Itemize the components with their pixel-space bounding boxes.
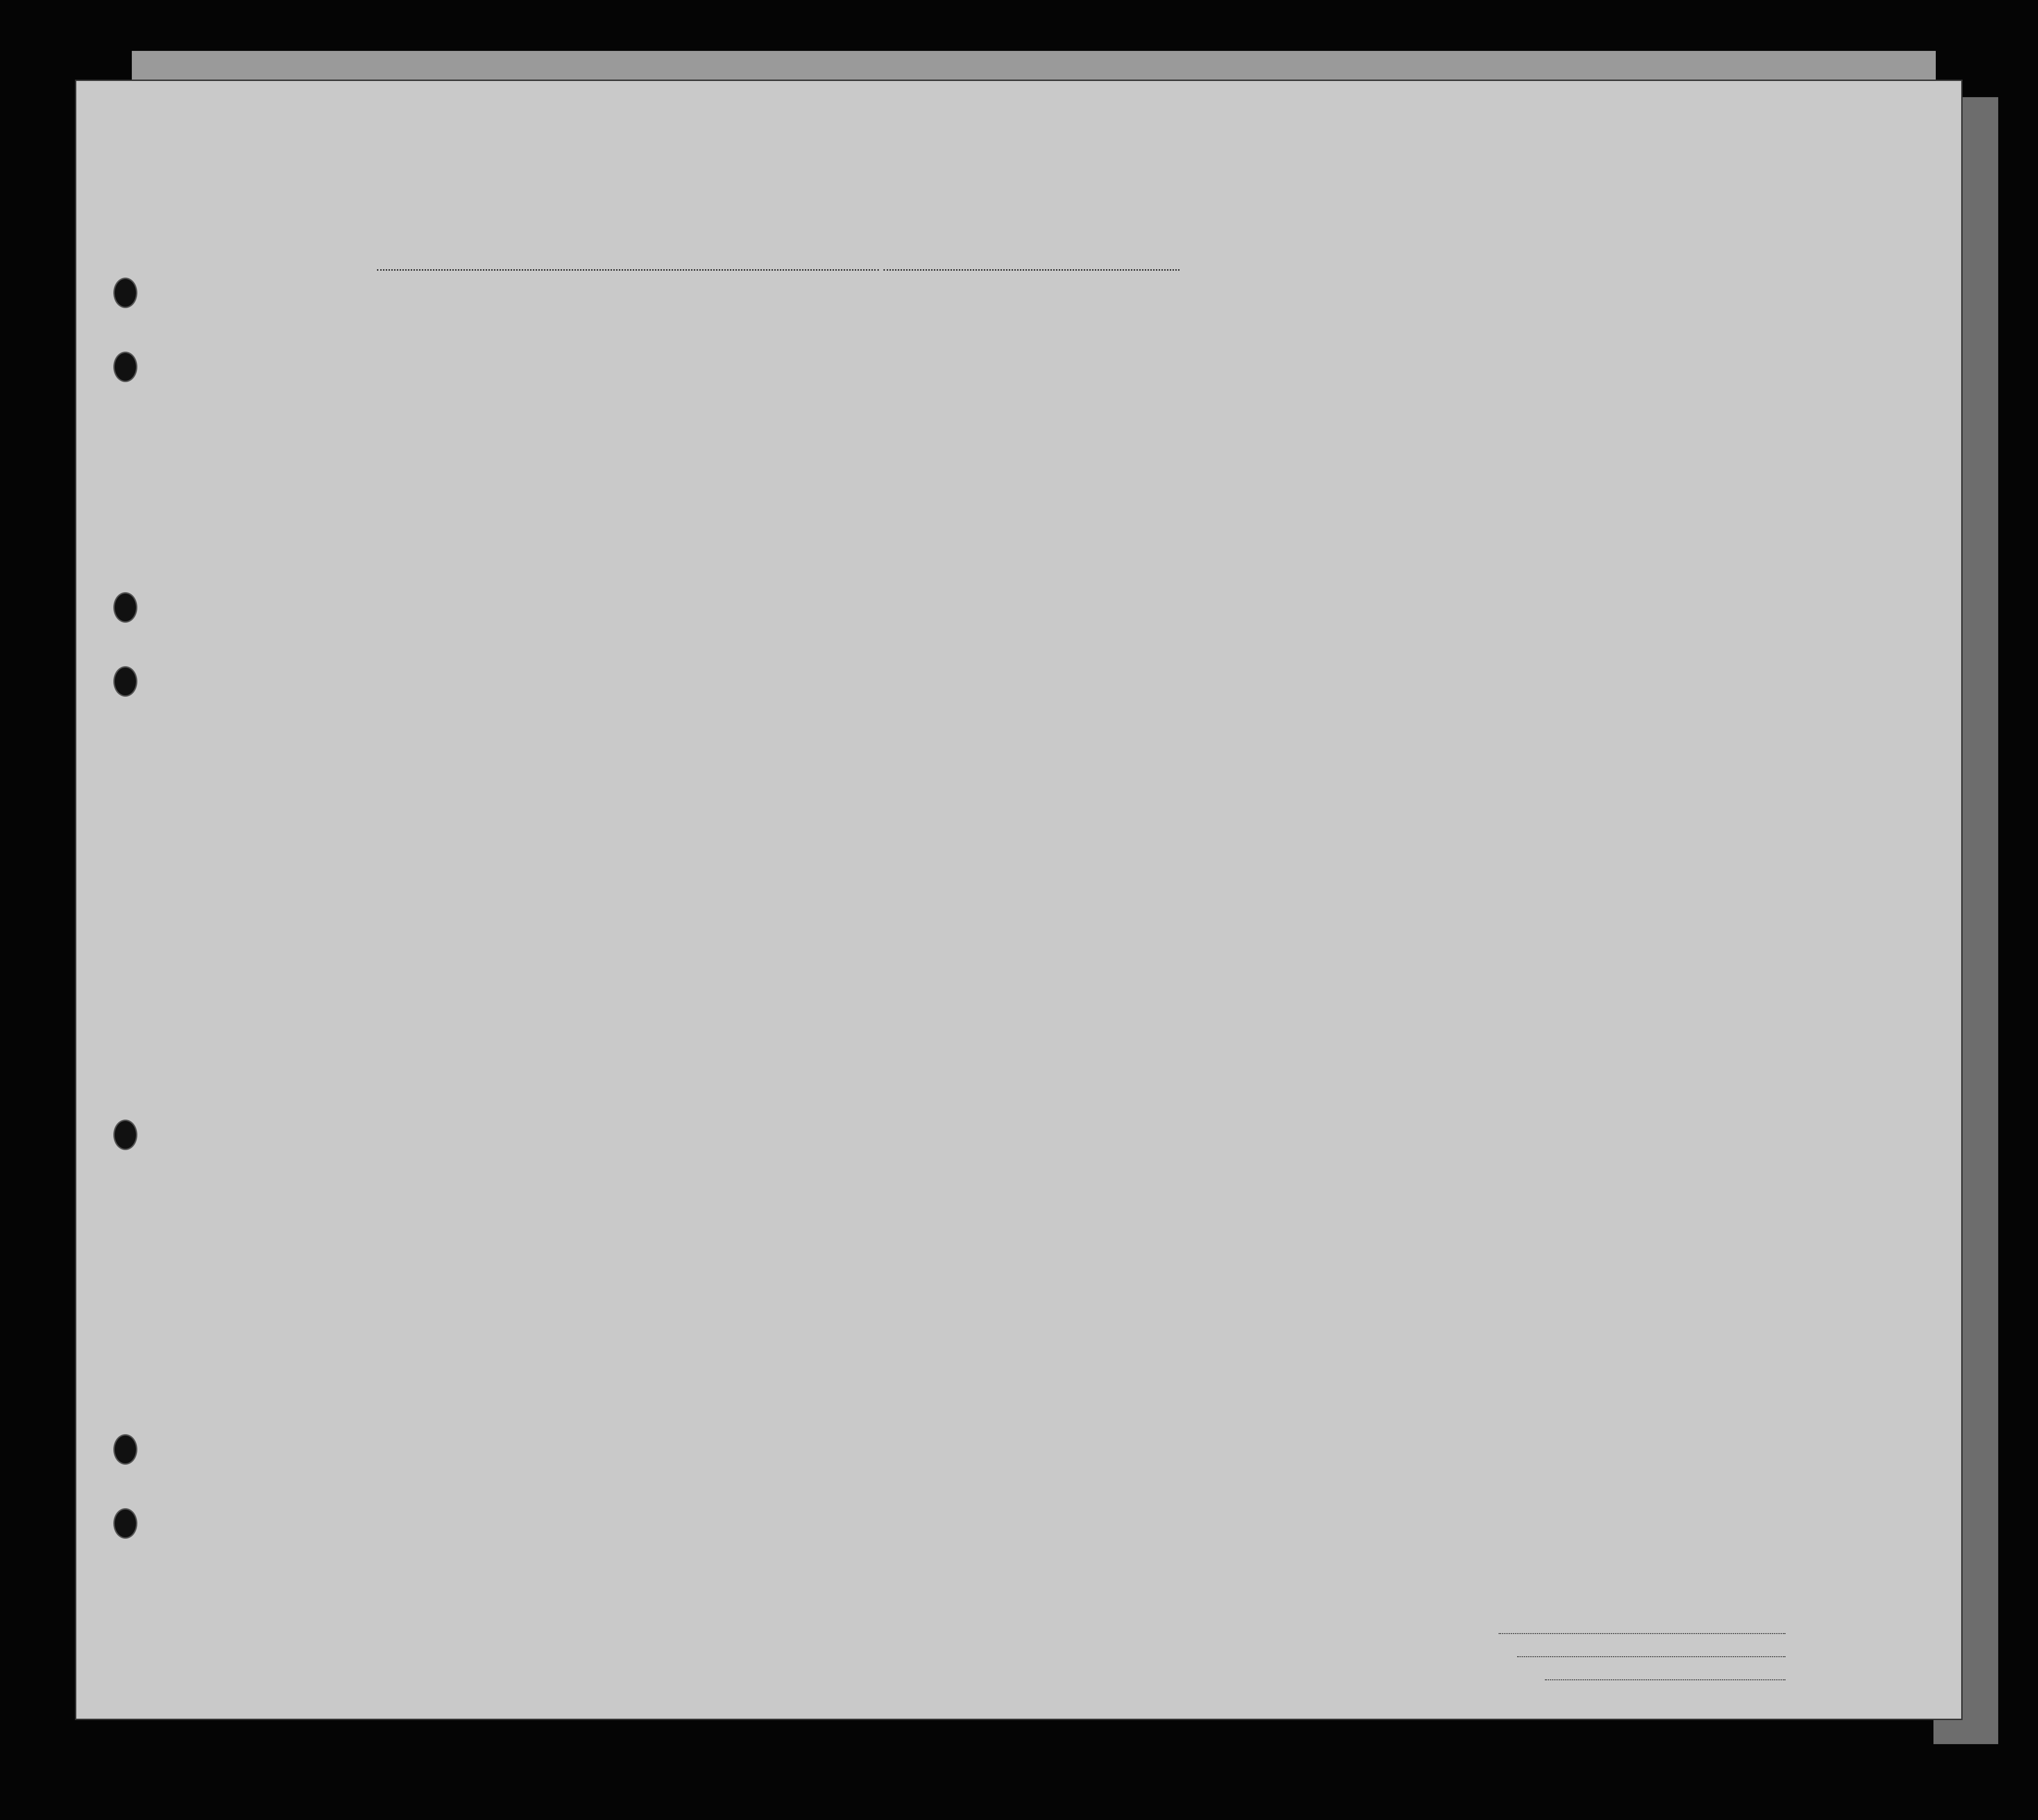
agents-underline bbox=[1545, 1679, 1785, 1680]
line-underline bbox=[1499, 1633, 1785, 1634]
owners-underline bbox=[1517, 1656, 1785, 1657]
